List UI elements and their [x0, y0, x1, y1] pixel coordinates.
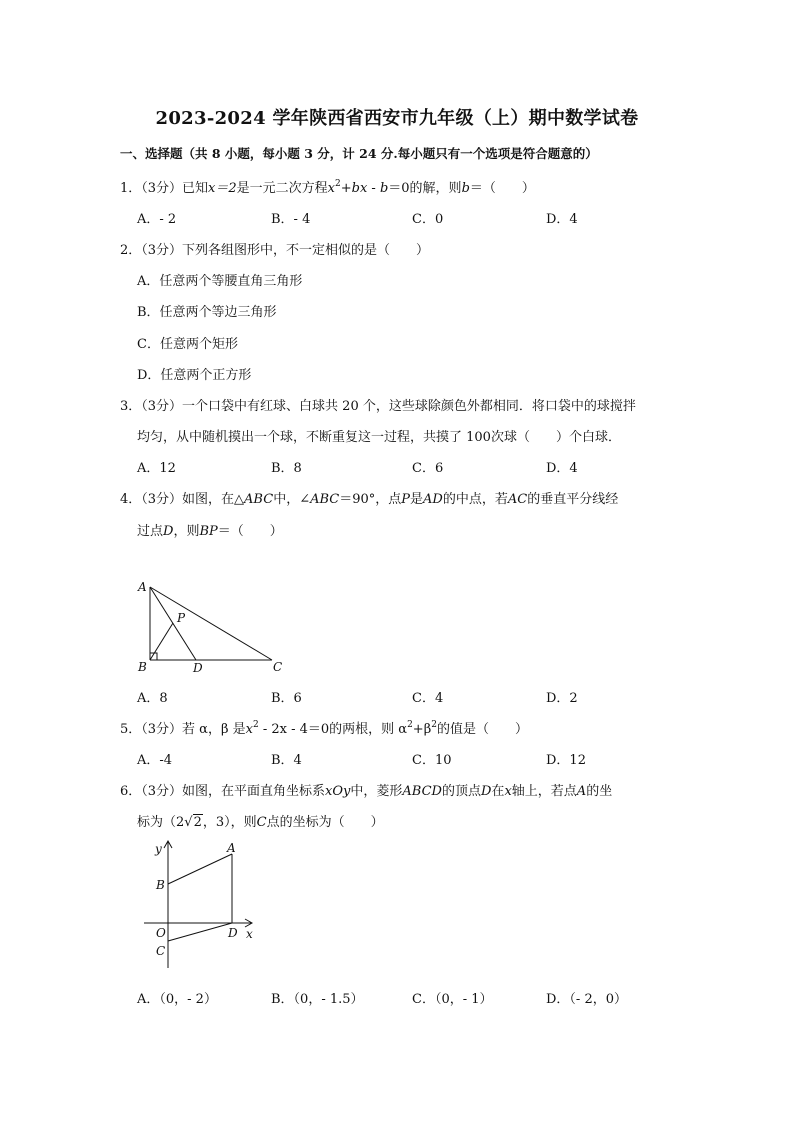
sqrt-symbol: √2 [184, 815, 202, 830]
q6-t9: 轴上，若点 [511, 784, 577, 799]
q6-l2-t4: 点的坐标为（ ） [266, 815, 384, 830]
label-y: y [155, 842, 162, 856]
page-title: 2023-2024 学年陕西省西安市九年级（上）期中数学试卷 [155, 108, 639, 129]
q1-pre: 1．（3分）已知 [120, 181, 209, 196]
q5-t3: +β [412, 722, 432, 737]
q3-option-d[interactable]: D．4 [546, 461, 578, 476]
q4-t8: AD [423, 492, 443, 507]
q4-t7: 是 [410, 492, 424, 507]
q6-coordinate-figure [142, 838, 266, 974]
q4-t4: ABC [310, 492, 340, 507]
q4-t3: 中，∠ [273, 492, 311, 507]
q4-option-d[interactable]: D．2 [546, 691, 578, 706]
question-3-line-1: 3．（3分）一个口袋中有红球、白球共 20 个，这些球除颜色外都相同．将口袋中的球搅拌 [120, 399, 636, 414]
question-2-stem: 2．（3分）下列各组图形中，不一定相似的是（ ） [120, 243, 430, 258]
label-p: P [177, 611, 186, 625]
q1-post: ＝（ ） [469, 181, 535, 196]
section-heading: 一、选择题（共 8 小题，每小题 3 分，计 24 分.每小题只有一个选项是符合题意的） [120, 146, 598, 161]
q1-option-b[interactable]: B．- 4 [271, 212, 311, 227]
question-4-line-1 [120, 488, 618, 507]
q2-option-b[interactable]: B．任意两个等边三角形 [137, 305, 277, 320]
q1-exp: 2 [335, 179, 341, 189]
question-6-line-1 [120, 780, 612, 799]
label-d: D [228, 926, 238, 940]
q5-option-a[interactable]: A．-4 [137, 753, 173, 768]
label-b: B [138, 660, 147, 674]
label-d: D [193, 661, 203, 675]
label-c: C [273, 660, 283, 674]
q4-t1: 4．（3分）如图，在△ [120, 492, 245, 507]
q1-mid: 是一元二次方程 [236, 181, 328, 196]
q2-option-a[interactable]: A．任意两个等腰直角三角形 [137, 274, 303, 289]
segment-cd [168, 923, 232, 941]
q4-t9: 的中点，若 [442, 492, 508, 507]
question-4-line-2 [137, 520, 283, 539]
q6-option-a[interactable]: A．（0，- 2） [137, 992, 217, 1007]
q1-eq: x＝2 [208, 181, 237, 196]
q5-exp2: 2 [407, 720, 413, 730]
q4-option-b[interactable]: B．6 [271, 691, 302, 706]
label-b: B [156, 878, 165, 892]
q5-option-d[interactable]: D．12 [546, 753, 586, 768]
q1-x: x [327, 181, 336, 196]
q3-option-c[interactable]: C．6 [412, 461, 444, 476]
q5-option-c[interactable]: C．10 [412, 753, 452, 768]
segment-ac [150, 587, 272, 660]
q3-option-a[interactable]: A．12 [137, 461, 176, 476]
q6-t8: x [504, 784, 512, 799]
q6-option-b[interactable]: B．（0，- 1.5） [271, 992, 364, 1007]
label-a: A [227, 841, 236, 855]
q1-eq-end: ＝0的解，则 [388, 181, 462, 196]
q6-t2: xOy [325, 784, 351, 799]
q4-l2-t3: ，则 [173, 524, 200, 539]
q4-t6: P [401, 492, 411, 507]
q6-radicand: 2 [193, 815, 202, 830]
label-a: A [138, 580, 147, 594]
q4-l2-t4: BP [199, 524, 218, 539]
q2-option-c[interactable]: C．任意两个矩形 [137, 337, 238, 352]
q6-option-c[interactable]: C．（0，- 1） [412, 992, 493, 1007]
q2-option-d[interactable]: D．任意两个正方形 [137, 368, 252, 383]
q6-l2-t3: C [256, 815, 267, 830]
segment-ba [168, 854, 232, 884]
q4-t10: AC [507, 492, 528, 507]
question-1-stem [120, 177, 535, 196]
q6-l2-t2: ，3），则 [202, 815, 257, 830]
q6-t5: 的顶点 [441, 784, 481, 799]
q5-t4: 的值是（ ） [436, 722, 528, 737]
q6-t11: 的坐 [586, 784, 613, 799]
q4-triangle-figure [132, 575, 292, 677]
label-c: C [156, 944, 166, 958]
q6-t1: 6．（3分）如图，在平面直角坐标系 [120, 784, 326, 799]
q5-t1: 5．（3分）若 α，β 是 [120, 722, 246, 737]
q4-t2: ABC [244, 492, 274, 507]
q5-option-b[interactable]: B．4 [271, 753, 302, 768]
q5-t2: - 2x - 4＝0的两根，则 α [258, 722, 408, 737]
q4-t11: 的垂直平分线经 [527, 492, 619, 507]
q4-option-a[interactable]: A．8 [137, 691, 168, 706]
label-x: x [246, 927, 253, 941]
q1-terms: +bx - b [340, 181, 389, 196]
q5-x: x [245, 722, 253, 737]
q4-option-c[interactable]: C．4 [412, 691, 444, 706]
q1-option-a[interactable]: A．- 2 [137, 212, 177, 227]
q4-l2-t2: D [163, 524, 174, 539]
q5-exp1: 2 [252, 720, 259, 730]
q1-option-d[interactable]: D．4 [546, 212, 578, 227]
question-3-line-2: 均匀，从中随机摸出一个球，不断重复这一过程，共摸了 100次球（ ）个白球． [137, 430, 621, 445]
q4-l2-t5: ＝（ ） [217, 524, 283, 539]
q6-t3: 中，菱形 [350, 784, 403, 799]
question-6-line-2 [137, 811, 384, 830]
q6-option-d[interactable]: D．（- 2，0） [546, 992, 627, 1007]
q6-t7: 在 [491, 784, 505, 799]
question-5-stem [120, 718, 528, 737]
q4-l2-t1: 过点 [137, 524, 164, 539]
q6-l2-t1: 标为（2 [137, 815, 185, 830]
q1-b: b [461, 181, 470, 196]
segment-bp [150, 623, 173, 660]
label-o: O [156, 926, 166, 940]
q3-option-b[interactable]: B．8 [271, 461, 302, 476]
q1-option-c[interactable]: C．0 [412, 212, 444, 227]
q6-t4: ABCD [402, 784, 442, 799]
q4-t5: ＝90°，点 [339, 492, 402, 507]
q6-t10: A [576, 784, 587, 799]
q5-exp3: 2 [431, 720, 437, 730]
q6-t6: D [480, 784, 492, 799]
